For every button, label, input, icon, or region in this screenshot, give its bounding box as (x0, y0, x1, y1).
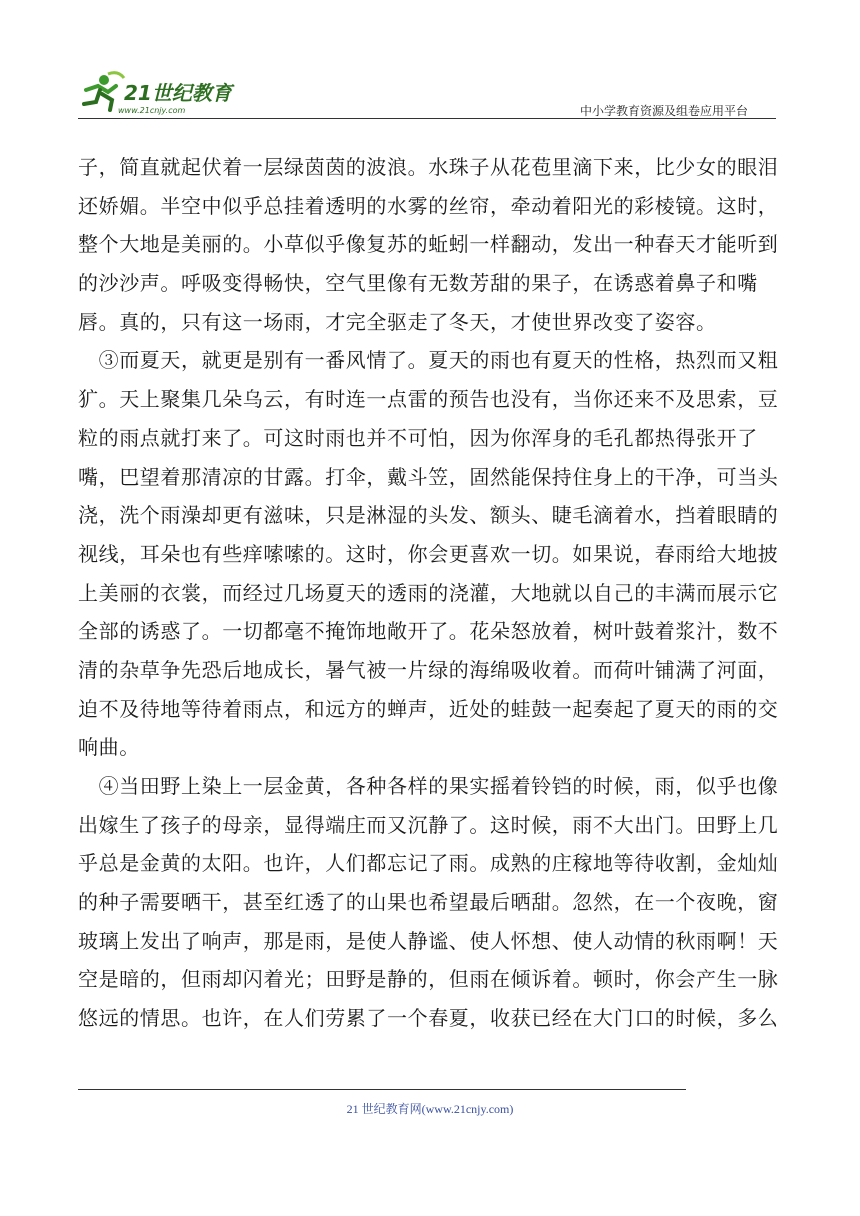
text-line: 的沙沙声。呼吸变得畅快，空气里像有无数芳甜的果子，在诱惑着鼻子和嘴 (78, 271, 758, 296)
text-line: 浇，洗个雨澡却更有滋味，只是淋湿的头发、额头、睫毛滴着水，挡着眼睛的 (78, 503, 779, 528)
text-line: 空是暗的，但雨却闪着光；田野是静的，但雨在倾诉着。顿时，你会产生一脉 (78, 967, 779, 992)
text-line: 乎总是金黄的太阳。也许，人们都忘记了雨。成熟的庄稼地等待收割，金灿灿 (78, 851, 779, 876)
logo-url: www.21cnjy.com (118, 106, 186, 115)
site-logo[interactable] (78, 68, 248, 116)
text-line: 还娇媚。半空中似乎总挂着透明的水雾的丝帘，牵动着阳光的彩棱镜。这时， (78, 193, 779, 218)
text-line: 上美丽的衣裳，而经过几场夏天的透雨的浇灌，大地就以自己的丰满而展示它 (78, 580, 779, 605)
text-line: 全部的诱惑了。一切都毫不掩饰地敞开了。花朵怒放着，树叶鼓着浆汁，数不 (78, 619, 779, 644)
text-line: 粒的雨点就打来了。可这时雨也并不可怕，因为你浑身的毛孔都热得张开了 (78, 425, 758, 450)
text-line: 视线，耳朵也有些痒嗦嗦的。这时，你会更喜欢一切。如果说，春雨给大地披 (78, 541, 779, 566)
header-divider (78, 118, 776, 119)
text-line: 犷。天上聚集几朵乌云，有时连一点雷的预告也没有，当你还来不及思索，豆 (78, 387, 779, 412)
text-line: 悠远的情思。也许，在人们劳累了一个春夏，收获已经在大门口的时候，多么 (78, 1006, 779, 1031)
runner-logo-icon (78, 68, 248, 116)
text-line: 的种子需要晒干，甚至红透了的山果也希望最后晒甜。忽然，在一个夜晚，窗 (78, 890, 779, 915)
text-line: 整个大地是美丽的。小草似乎像复苏的蚯蚓一样翻动，发出一种春天才能听到 (78, 232, 779, 257)
page-header (78, 68, 776, 118)
text-line: 玻璃上发出了响声，那是雨，是使人静谧、使人怀想、使人动情的秋雨啊！天 (78, 928, 779, 953)
platform-name: 中小学教育资源及组卷应用平台 (579, 104, 748, 118)
paragraph-3-start: ③而夏天，就更是别有一番风情了。夏天的雨也有夏天的性格，热烈而又粗 (78, 348, 779, 373)
text-line: 嘴，巴望着那清凉的甘露。打伞，戴斗笠，固然能保持住身上的干净，可当头 (78, 464, 779, 489)
footer-divider (78, 1089, 686, 1090)
text-line: 迫不及待地等待着雨点，和远方的蝉声，近处的蛙鼓一起奏起了夏天的雨的交 (78, 696, 779, 721)
text-line: 出嫁生了孩子的母亲，显得端庄而又沉静了。这时候，雨不大出门。田野上几 (78, 812, 779, 837)
text-line: 唇。真的，只有这一场雨，才完全驱走了冬天，才使世界改变了姿容。 (78, 309, 717, 334)
text-line: 清的杂草争先恐后地成长，暑气被一片绿的海绵吸收着。而荷叶铺满了河面， (78, 657, 779, 682)
text-line: 子，简直就起伏着一层绿茵茵的波浪。水珠子从花苞里滴下来，比少女的眼泪 (78, 155, 779, 179)
footer-link[interactable]: 21 世纪教育网(www.21cnjy.com) (346, 1102, 514, 1116)
logo-text: 21世纪教育 (124, 81, 232, 105)
article-body (78, 148, 778, 1038)
text-line: 响曲。 (78, 735, 140, 760)
paragraph-4-start: ④当田野上染上一层金黄，各种各样的果实摇着铃铛的时候，雨，似乎也像 (78, 774, 779, 798)
